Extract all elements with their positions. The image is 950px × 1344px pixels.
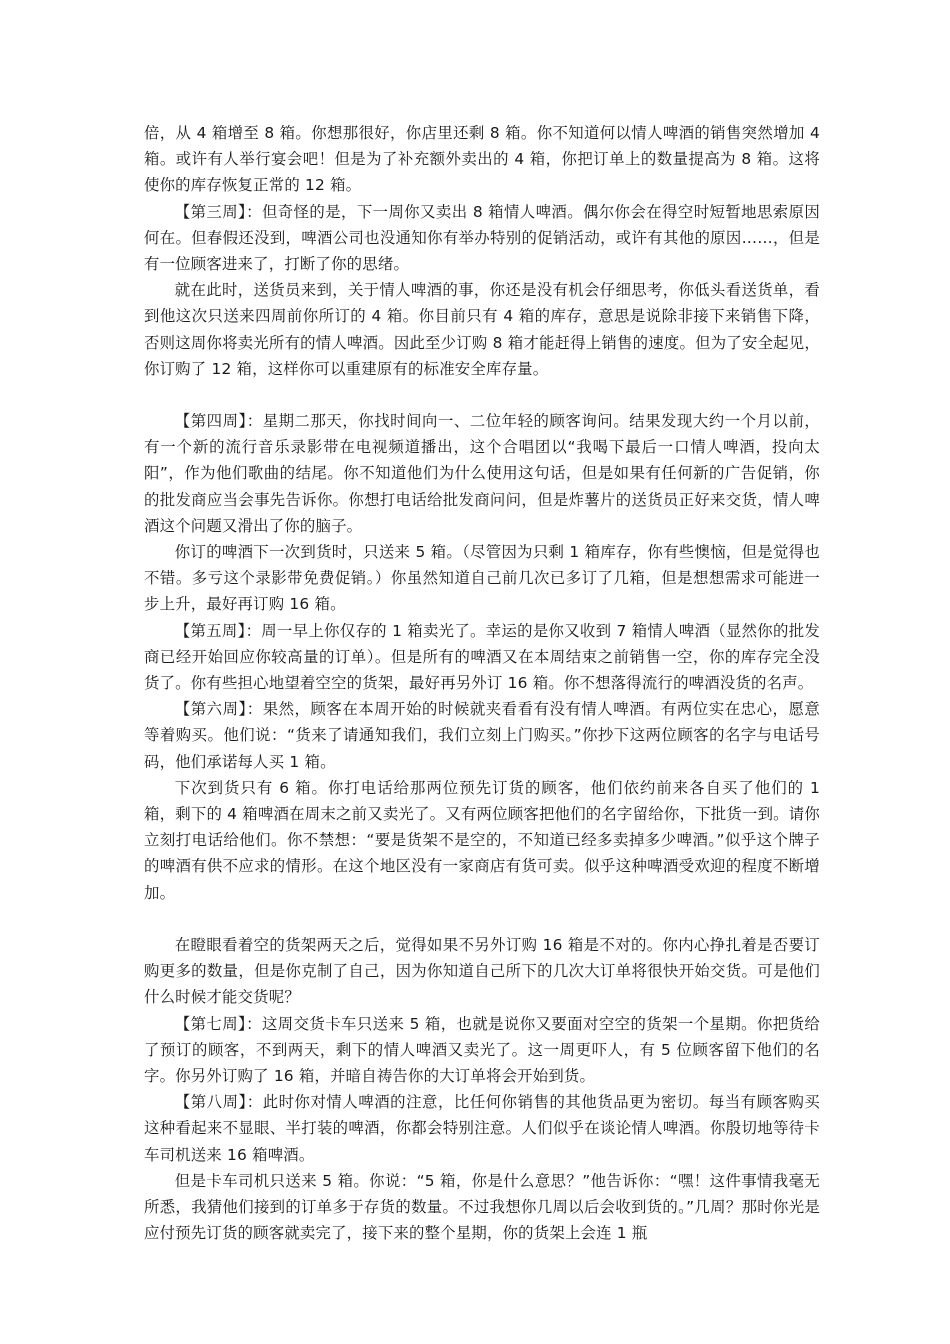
paragraph-week-7: 【第七周】：这周交货卡车只送来 5 箱，也就是说你又要面对空空的货架一个星期。你把货给了预订的顾客，不到两天，剩下的情人啤酒又卖光了。这一周更吓人，有 5 位顾客留下他们的名字。你另外订购了 16 箱，并暗自祷告你的大订单将会开始到货。: [144, 1014, 820, 1085]
paragraph-driver-five-cases: 但是卡车司机只送来 5 箱。你说：“5 箱，你是什么意思？”他告诉你：“嘿！这件事情我毫无所悉，我猜他们接到的订单多于存货的数量。不过我想你几周以后会收到货的。”几周？那时你光是应付预先订货的顾客就卖完了，接下来的整个星期，你的货架上会连 1 瓶: [144, 1171, 820, 1243]
document-body: [144, 120, 820, 1246]
paragraph-week-3: 【第三周】：但奇怪的是，下一周你又卖出 8 箱情人啤酒。偶尔你会在得空时短暂地思索原因何在。但春假还没到，啤酒公司也没通知你有举办特别的促销活动，或许有其他的原因……，但是有一位顾客进来了，打断了你的思绪。: [144, 202, 820, 274]
paragraph-gap: [144, 382, 820, 408]
paragraph-week-8: 【第八周】：此时你对情人啤酒的注意，比任何你销售的其他货品更为密切。每当有顾客购买这种看起来不显眼、半打装的啤酒，你都会特别注意。人们似乎在谈论情人啤酒。你殷切地等待卡车司机送来 16 箱啤酒。: [144, 1093, 820, 1164]
paragraph-delivery-arrives: 就在此时，送货员来到，关于情人啤酒的事，你还是没有机会仔细思考，你低头看送货单，看到他这次只送来四周前你所订的 4 箱。你目前只有 4 箱的库存，意思是说除非接下来销售下降，否则这周你将卖光所有的情人啤酒。因此至少订购 8 箱才能赶得上销售的速度。但为了安全起见，你订购了 12 箱，这样你可以重建原有的标准安全库存量。: [144, 281, 820, 378]
paragraph-empty-shelves: 在瞪眼看着空的货架两天之后，觉得如果不另外订购 16 箱是不对的。你内心挣扎着是否要订购更多的数量，但是你克制了自己，因为你知道自己所下的几次大订单将很快开始交货。可是他们什么时候才能交货呢？: [144, 935, 820, 1007]
paragraph-gap: [144, 906, 820, 932]
paragraph-six-cases: 下次到货只有 6 箱。你打电话给那两位预先订货的顾客，他们依约前来各自买了他们的 1 箱，剩下的 4 箱啤酒在周末之前又卖光了。又有两位顾客把他们的名字留给你，下批货一到。请你立刻打电话给他们。你不禁想：“要是货架不是空的，不知道已经多卖掉多少啤酒。”似乎这个牌子的啤酒有供不应求的情形。在这个地区没有一家商店有货可卖。似乎这种啤酒受欢迎的程度不断增加。: [144, 778, 820, 902]
paragraph-next-delivery: 你订的啤酒下一次到货时，只送来 5 箱。（尽管因为只剩 1 箱库存，你有些懊恼，但是觉得也不错。多亏这个录影带免费促销。）你虽然知道自己前几次已多订了几箱，但是想想需求可能进一步上升，最好再订购 16 箱。: [144, 543, 820, 614]
paragraph-week-4: 【第四周】：星期二那天，你找时间向一、二位年轻的顾客询问。结果发现大约一个月以前，有一个新的流行音乐录影带在电视频道播出，这个合唱团以“我喝下最后一口情人啤酒，投向太阳”，作为他们歌曲的结尾。你不知道他们为什么使用这句话，但是如果有任何新的广告促销，你的批发商应当会事先告诉你。你想打电话给批发商问问，但是炸薯片的送货员正好来交货，情人啤酒这个问题又滑出了你的脑子。: [144, 412, 820, 535]
paragraph-week-6: 【第六周】：果然，顾客在本周开始的时候就夹看看有没有情人啤酒。有两位实在忠心，愿意等着购买。他们说：“货来了请通知我们，我们立刻上门购买。”你抄下这两位顾客的名字与电话号码，他们承诺每人买 1 箱。: [144, 700, 820, 771]
paragraph-continuation: 倍，从 4 箱增至 8 箱。你想那很好，你店里还剩 8 箱。你不知道何以情人啤酒的销售突然增加 4 箱。或许有人举行宴会吧！但是为了补充额外卖出的 4 箱，你把订单上的数量提高为 8 箱。这将使你的库存恢复正常的 12 箱。: [144, 124, 820, 195]
paragraph-week-5: 【第五周】：周一早上你仅存的 1 箱卖光了。幸运的是你又收到 7 箱情人啤酒（显然你的批发商已经开始回应你较高量的订单）。但是所有的啤酒又在本周结束之前销售一空，你的库存完全没货了。你有些担心地望着空空的货架，最好再另外订 16 箱。你不想落得流行的啤酒没货的名声。: [144, 621, 820, 693]
